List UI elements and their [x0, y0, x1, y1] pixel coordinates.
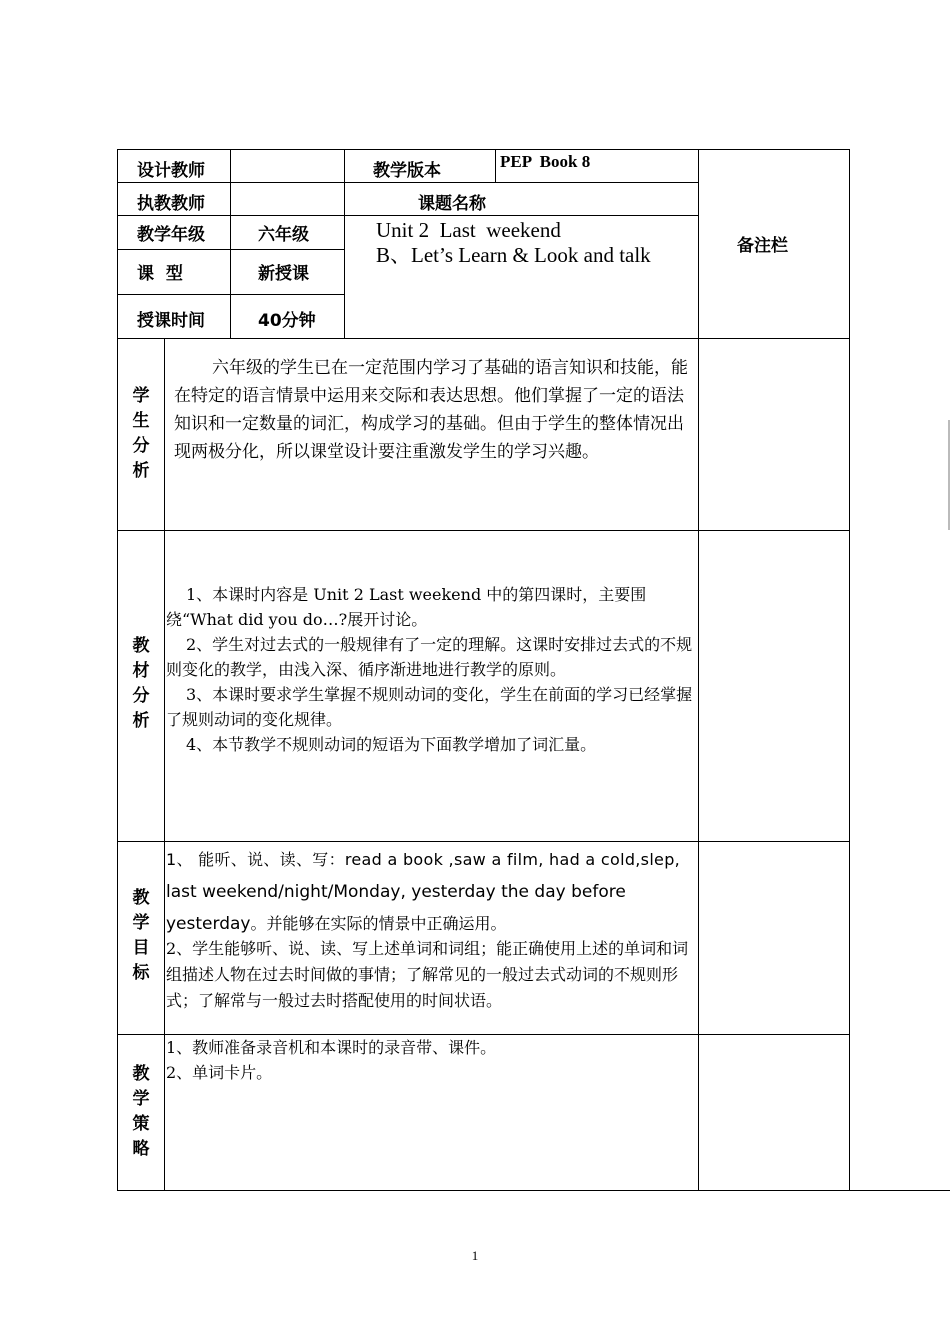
- topic-label: 课题名称: [418, 194, 486, 214]
- lesson-type-value: 新授课: [258, 264, 309, 284]
- goal-line-3-term: yesterday: [166, 914, 251, 934]
- topic-line-1: Unit 2 Last weekend: [376, 218, 561, 242]
- teaching-strategy-label: 教学策略: [132, 1064, 150, 1159]
- duration-label: 授课时间: [137, 311, 205, 331]
- material-point-4: 4、本节教学不规则动词的短语为下面教学增加了词汇量。: [186, 735, 597, 754]
- material-analysis-text: [166, 582, 700, 757]
- student-analysis-text: 六年级的学生已在一定范围内学习了基础的语言知识和技能，能在特定的语言情景中运用来交际和表达思想。他们掌握了一定的语法知识和一定数量的词汇，构成学习的基础。但由于学生的整体情况出现两极分化，所以课堂设计要注重激发学生的学习兴趣。: [174, 358, 688, 462]
- executing-teacher-label: 执教教师: [137, 194, 205, 214]
- goal-line-4: 2、学生能够听、说、读、写上述单词和词组；能正确使用上述的单词和词组描述人物在过去时间做的事情；了解常见的一般过去式动词的不规则形式；了解常与一般过去时搭配使用的时间状语。: [166, 939, 689, 1010]
- strategy-line-2: 2、单词卡片。: [166, 1063, 273, 1082]
- strategy-line-1: 1、教师准备录音机和本课时的录音带、课件。: [166, 1038, 497, 1057]
- material-point-1: 1、本课时内容是 Unit 2 Last weekend 中的第四课时，主要围绕“What did you do…?展开讨论。: [166, 585, 647, 629]
- material-point-2: 2、学生对过去式的一般规律有了一定的理解。这课时安排过去式的不规则变化的教学，由浅入深、循序渐进地进行教学的原则。: [166, 635, 693, 679]
- teaching-strategy-text: [166, 1035, 696, 1085]
- duration-value: 40分钟: [258, 311, 316, 331]
- teaching-goals-label: 教学目标: [132, 888, 150, 983]
- student-analysis-label: 学生分析: [132, 386, 150, 481]
- goal-line-3-rest: 。并能够在实际的情景中正确运用。: [250, 914, 507, 933]
- topic-line-2: B、Let’s Learn & Look and talk: [376, 243, 651, 267]
- page-number: 1: [471, 1248, 479, 1263]
- version-value: PEP Book 8: [500, 152, 591, 171]
- grade-value: 六年级: [258, 225, 309, 245]
- material-analysis-label: 教材分析: [132, 636, 150, 731]
- grade-label: 教学年级: [137, 225, 205, 245]
- lesson-type-label: 课 型: [137, 264, 183, 284]
- material-point-3: 3、本课时要求学生掌握不规则动词的变化，学生在前面的学习已经掌握了规则动词的变化规律。: [166, 685, 693, 729]
- remarks-label: 备注栏: [737, 236, 788, 256]
- teaching-goals-text: [166, 848, 700, 1014]
- goal-line-3: [166, 912, 700, 936]
- goal-line-2: last weekend/night/Monday, yesterday the day before: [166, 882, 626, 902]
- goal-line-1: 1、 能听、说、读、写：read a book ,saw a film, had a cold,slep,: [166, 850, 681, 869]
- topic-title: [376, 218, 651, 268]
- version-label: 教学版本: [373, 161, 441, 181]
- designer-label: 设计教师: [137, 161, 205, 181]
